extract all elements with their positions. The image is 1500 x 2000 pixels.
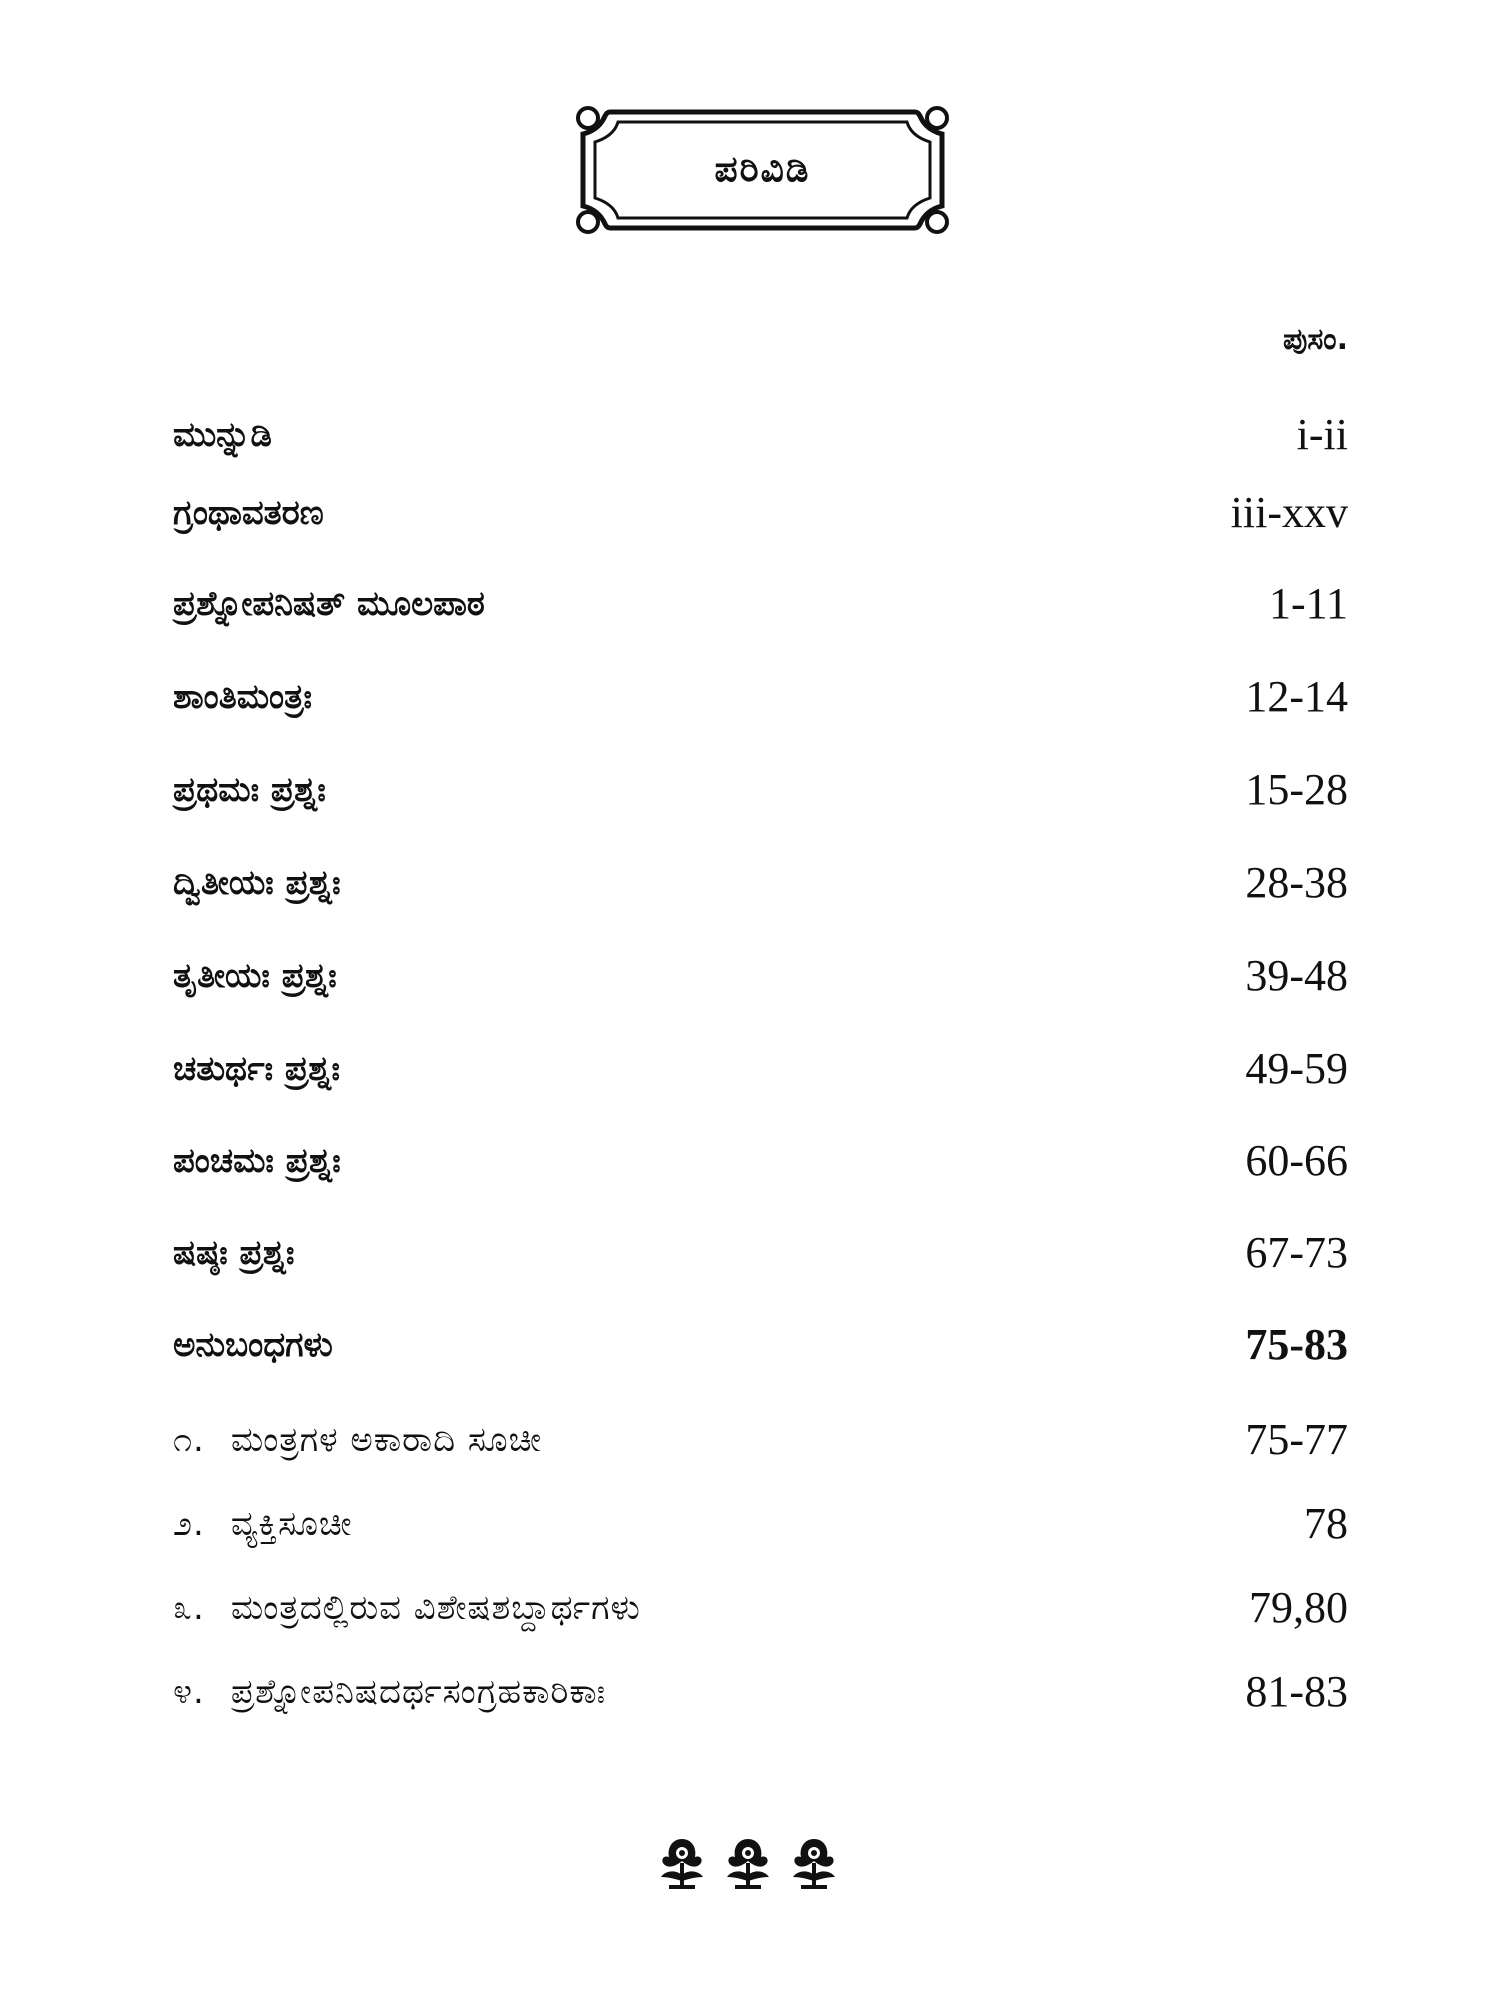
toc-entry-pages: 49-59 (1245, 1044, 1348, 1093)
toc-entry-pages: 67-73 (1245, 1228, 1348, 1277)
page-title: ಪರಿವಿಡಿ (714, 149, 811, 190)
toc-entry-label: ಪಂಚಮಃ ಪ್ರಶ್ನಃ (173, 1141, 341, 1181)
toc-entry (173, 1131, 1348, 1191)
toc-entry (173, 1039, 1348, 1099)
toc-entry-pages: 60-66 (1245, 1136, 1348, 1185)
toc-entry-label: ಪ್ರಶ್ನೋಪನಿಷತ್ ಮೂಲಪಾಠ (173, 584, 485, 624)
appendix-entry (173, 1578, 1348, 1638)
flower-ornament-icon (787, 1835, 841, 1893)
appendix-entry (173, 1410, 1348, 1470)
toc-entry-pages: i-ii (1296, 410, 1348, 459)
flower-ornament-icon (655, 1835, 709, 1893)
toc-entry (173, 667, 1348, 727)
toc-entry-pages: 15-28 (1245, 765, 1348, 814)
appendix-entry-title: ಪ್ರಶ್ನೋಪನಿಷದರ್ಥಸಂಗ್ರಹಕಾರಿಕಾಃ (230, 1672, 607, 1712)
appendix-entry-pages: 78 (1304, 1499, 1348, 1548)
appendix-entry-pages: 81-83 (1245, 1667, 1348, 1716)
toc-entry (173, 1315, 1348, 1375)
ornament-row (655, 1835, 855, 1895)
toc-entry-label: ಷಷ್ಠಃ ಪ್ರಶ್ನಃ (173, 1233, 295, 1273)
toc-entry-label: ಪ್ರಥಮಃ ಪ್ರಶ್ನಃ (173, 770, 326, 810)
toc-entry (173, 483, 1348, 543)
flower-ornament-icon (721, 1835, 775, 1893)
title-plaque (570, 100, 955, 240)
appendix-entry-number: ೪. (173, 1672, 205, 1712)
page-number-column-header: ಪುಸಂ. (1282, 322, 1348, 357)
appendix-entry-label (173, 1578, 641, 1638)
appendix-entry-title: ವ್ಯಕ್ತಿಸೂಚೀ (230, 1504, 353, 1544)
toc-entry-label: ದ್ವಿತೀಯಃ ಪ್ರಶ್ನಃ (173, 863, 341, 903)
toc-entry (173, 574, 1348, 634)
toc-entry (173, 760, 1348, 820)
appendix-entry-number: ೧. (173, 1420, 205, 1460)
toc-entry-label: ಗ್ರಂಥಾವತರಣ (173, 493, 324, 533)
toc-entry-label: ಅನುಬಂಧಗಳು (173, 1325, 333, 1365)
appendix-entry-label (173, 1494, 353, 1554)
toc-entry-label: ಶಾಂತಿಮಂತ್ರಃ (173, 677, 313, 717)
appendix-entry-pages: 79,80 (1249, 1583, 1348, 1632)
appendix-entry-title: ಮಂತ್ರಗಳ ಅಕಾರಾದಿ ಸೂಚೀ (230, 1420, 543, 1460)
appendix-entry-label (173, 1410, 542, 1470)
appendix-entry-label (173, 1662, 606, 1722)
appendix-entry-title: ಮಂತ್ರದಲ್ಲಿರುವ ವಿಶೇಷಶಬ್ದಾರ್ಥಗಳು (230, 1588, 641, 1628)
appendix-entry-pages: 75-77 (1245, 1415, 1348, 1464)
appendix-entry (173, 1662, 1348, 1722)
toc-entry-label: ತೃತೀಯಃ ಪ್ರಶ್ನಃ (173, 956, 337, 996)
toc-entry-label: ಚತುರ್ಥಃ ಪ್ರಶ್ನಃ (173, 1049, 340, 1089)
toc-entry-pages: 12-14 (1245, 672, 1348, 721)
toc-entry (173, 405, 1348, 465)
toc-entry-pages: 1-11 (1268, 579, 1348, 628)
toc-entry-label: ಮುನ್ನುಡಿ (173, 415, 272, 455)
toc-entry-pages: 39-48 (1245, 951, 1348, 1000)
appendix-entry (173, 1494, 1348, 1554)
toc-entry (173, 946, 1348, 1006)
toc-entry-pages: iii-xxv (1230, 488, 1348, 537)
toc-entry-pages: 75-83 (1245, 1320, 1348, 1369)
appendix-entry-number: ೩. (173, 1588, 205, 1628)
appendix-entry-number: ೨. (173, 1504, 205, 1544)
toc-entry-pages: 28-38 (1245, 858, 1348, 907)
toc-entry (173, 853, 1348, 913)
toc-entry (173, 1223, 1348, 1283)
